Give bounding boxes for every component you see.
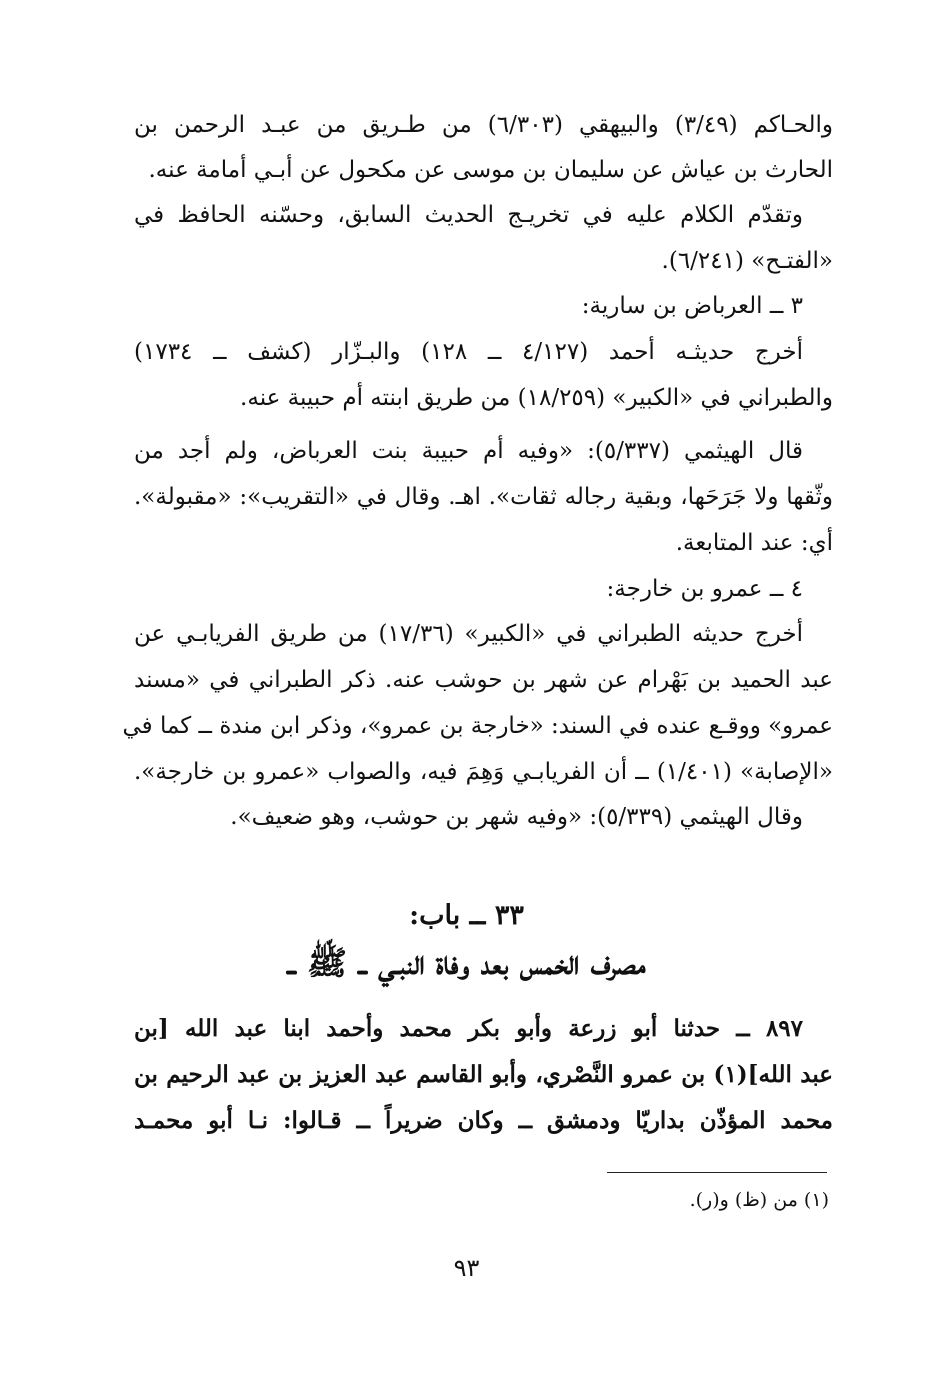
hadith-line: ٨٩٧ ــ حدثنا أبو زرعة وأبو بكر محمد وأحمد ابنا عبد الله [بن [134, 1015, 803, 1042]
body-line: والحـاكم (٣/٤٩) والبيهقي (٦/٣٠٣) من طـريق من عبـد الرحمن بن [134, 112, 834, 138]
body-line: أي: عند المتابعة. [675, 530, 833, 556]
body-line: الحارث بن عياش عن سليمان بن موسى عن مكحول عن أبـي أمامة عنه. [148, 157, 833, 183]
section-heading: ٣ ــ العرباض بن سارية: [581, 293, 803, 319]
body-line: وقال الهيثمي (٥/٣٣٩): «وفيه شهر بن حوشب، وهو ضعيف». [230, 804, 803, 830]
body-line: والطبراني في «الكبير» (١٨/٢٥٩) من طريق ابنته أم حبيبة عنه. [240, 385, 833, 411]
footnote: (١) من (ظ) و(ر). [689, 1189, 829, 1211]
body-line: قال الهيثمي (٥/٣٣٧): «وفيه أم حبيبة بنت العرباض، ولم أجد من [134, 438, 804, 464]
hadith-line: عبد الله](١) بن عمرو النَّصْري، وأبو القاسم عبد العزيز بن عبد الرحيم بن [134, 1061, 833, 1088]
body-line: «الفتـح» (٦/٢٤١). [661, 248, 833, 274]
body-line: أخرج حديثـه أحمد (٤/١٢٧ ــ ١٢٨) والبـزّار (كشف ــ ١٧٣٤) [134, 339, 803, 365]
body-line: «الإصابة» (١/٤٠١) ــ أن الفريابـي وَهِمَ فيه، والصواب «عمرو بن خارجة». [134, 759, 833, 785]
body-line: وثّقها ولا جَرَحَها، وبقية رجاله ثقات». اهـ. وقال في «التقريب»: «مقبولة». [134, 484, 833, 510]
footnote-separator [607, 1172, 827, 1173]
chapter-title: مصرف الخمس بعد وفاة النبـي ــ ﷺ ــ [287, 943, 646, 982]
body-line: عمرو» ووقـع عنده في السند: «خارجة بن عمرو»، وذكر ابن مندة ــ كما في [122, 713, 833, 739]
chapter-number: ٣٣ ــ باب: [409, 900, 524, 931]
body-line: عبد الحميد بن بَهْرام عن شهر بن حوشب عنه. ذكر الطبراني في «مسند [134, 667, 833, 693]
hadith-line: محمد المؤذّن بداريّا ودمشق ــ وكان ضريراً ــ قـالوا: نـا أبو محمـد [134, 1107, 833, 1134]
body-line: أخرج حديثه الطبراني في «الكبير» (١٧/٣٦) من طريق الفريابـي عن [134, 621, 803, 647]
section-heading: ٤ ــ عمرو بن خارجة: [606, 576, 803, 602]
body-line: وتقدّم الكلام عليه في تخريـج الحديث السابق، وحسّنه الحافظ في [134, 202, 803, 228]
page-number: ٩٣ [453, 1254, 480, 1282]
